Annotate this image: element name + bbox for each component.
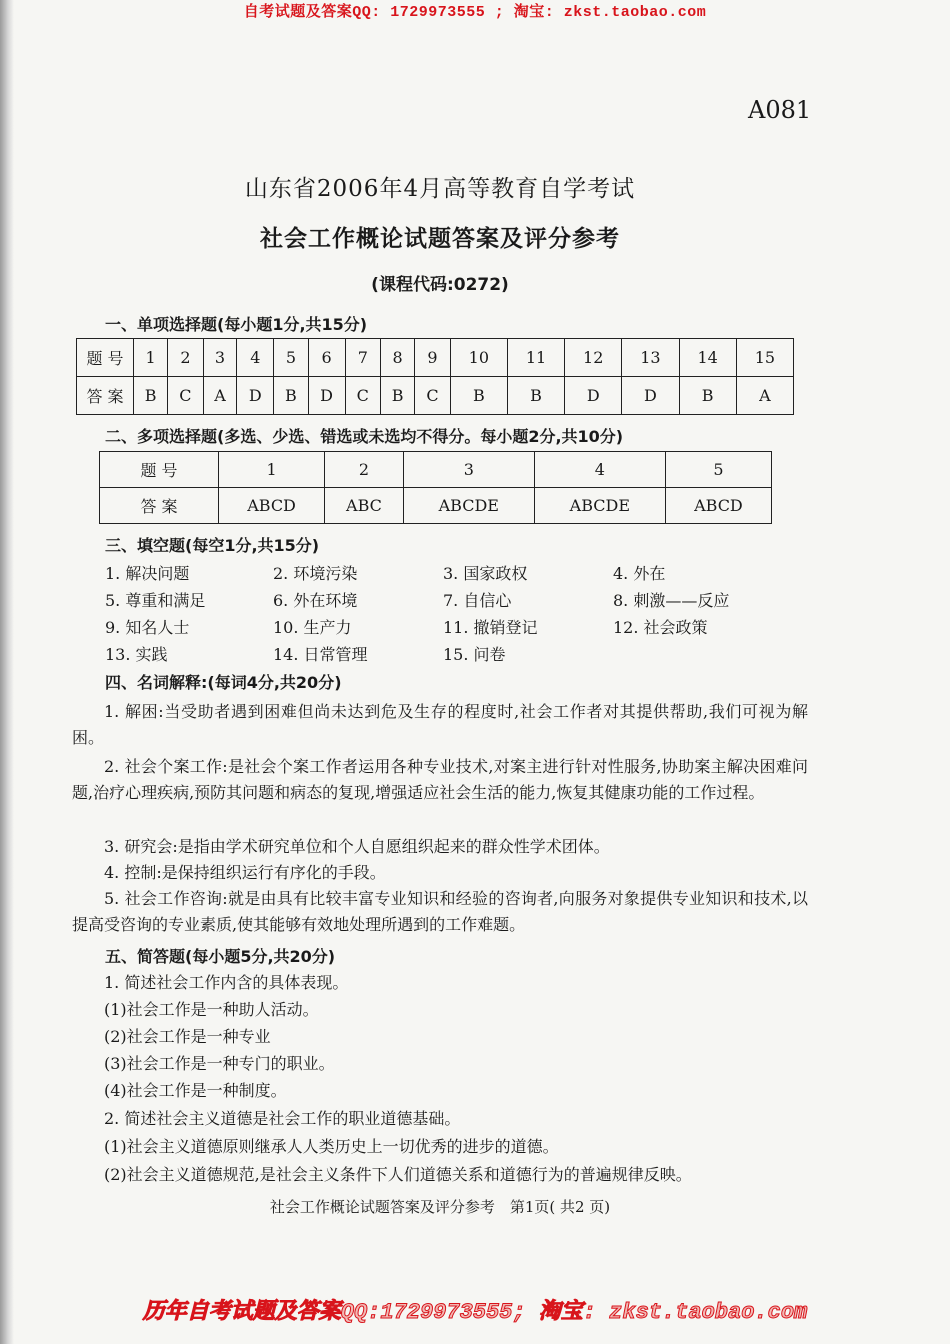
answer-line: (2)社会主义道德规范,是社会主义条件下人们道德关系和道德行为的普遍规律反映。 <box>104 1165 692 1184</box>
table-cell: 9 <box>415 339 450 377</box>
answer-row <box>100 488 772 524</box>
table-cell: C <box>168 377 203 415</box>
fill-item: 9. 知名人士 <box>105 618 190 637</box>
fill-item: 4. 外在 <box>613 564 666 583</box>
answer-line: 2. 简述社会主义道德是社会工作的职业道德基础。 <box>104 1109 461 1128</box>
table-cell: C <box>345 377 380 415</box>
table-cell: 8 <box>381 339 415 377</box>
answer-line: 1. 简述社会工作内含的具体表现。 <box>104 973 349 992</box>
table-cell: B <box>274 377 308 415</box>
fill-item: 14. 日常管理 <box>273 645 368 664</box>
row-label: 答 案 <box>77 377 134 415</box>
question-number-row <box>77 339 794 377</box>
table-cell: 3 <box>403 452 534 488</box>
table-cell: 1 <box>134 339 168 377</box>
table-cell: D <box>237 377 274 415</box>
table-cell: ABC <box>325 488 404 524</box>
table-cell: B <box>450 377 507 415</box>
row-label: 答 案 <box>100 488 219 524</box>
term-definition: 2. 社会个案工作:是社会个案工作者运用各种专业技术,对案主进行针对性服务,协助案主解决困难问题,治疗心理疾病,预防其问题和病态的复现,增强适应社会生活的能力,恢复其健康功能的工作过程。 <box>72 757 808 802</box>
row-label: 题 号 <box>77 339 134 377</box>
top-watermark-banner: 自考试题及答案QQ: 1729973555 ; 淘宝: zkst.taobao.com <box>243 4 707 21</box>
fill-item: 12. 社会政策 <box>613 618 708 637</box>
table-cell: 1 <box>219 452 325 488</box>
table-cell: B <box>679 377 736 415</box>
table-cell: ABCDE <box>534 488 665 524</box>
term-definition: 3. 研究会:是指由学术研究单位和个人自愿组织起来的群众性学术团体。 <box>104 837 610 856</box>
table-cell: 12 <box>565 339 622 377</box>
question-number-row <box>100 452 772 488</box>
table-cell: 11 <box>507 339 564 377</box>
section5-heading: 五、简答题(每小题5分,共20分) <box>105 947 336 966</box>
table-cell: 2 <box>168 339 203 377</box>
fill-item: 10. 生产力 <box>273 618 352 637</box>
table-cell: D <box>308 377 345 415</box>
table-cell: 3 <box>203 339 237 377</box>
paper-code: A081 <box>748 96 812 124</box>
table-cell: D <box>565 377 622 415</box>
table-cell: 4 <box>534 452 665 488</box>
table-cell: B <box>134 377 168 415</box>
table-cell: 15 <box>736 339 793 377</box>
exam-title: 山东省2006年4月高等教育自学考试 <box>244 176 636 202</box>
single-choice-table <box>76 338 794 415</box>
table-cell: A <box>736 377 793 415</box>
course-code: (课程代码:0272) <box>371 275 509 295</box>
fill-item: 3. 国家政权 <box>443 564 528 583</box>
fill-item: 8. 刺激——反应 <box>613 591 730 610</box>
table-cell: 6 <box>308 339 345 377</box>
table-cell: 10 <box>450 339 507 377</box>
table-cell: 14 <box>679 339 736 377</box>
table-cell: 5 <box>665 452 771 488</box>
term-definition: 1. 解困:当受助者遇到困难但尚未达到危及生存的程度时,社会工作者对其提供帮助,我们可视为解困。 <box>72 702 808 747</box>
section4-heading: 四、名词解释:(每词4分,共20分) <box>105 673 342 692</box>
answer-line: (1)社会主义道德原则继承人人类历史上一切优秀的进步的道德。 <box>104 1137 559 1156</box>
fill-item: 11. 撤销登记 <box>443 618 538 637</box>
row-label: 题 号 <box>100 452 219 488</box>
table-cell: B <box>381 377 415 415</box>
fill-item: 7. 自信心 <box>443 591 512 610</box>
fill-item: 1. 解决问题 <box>105 564 190 583</box>
multiple-choice-table <box>99 451 772 524</box>
term-definition: 5. 社会工作咨询:就是由具有比较丰富专业知识和经验的咨询者,向服务对象提供专业知识和技术,以提高受咨询的专业素质,使其能够有效地处理所遇到的工作难题。 <box>72 889 808 934</box>
section2-heading: 二、多项选择题(多选、少选、错选或未选均不得分。每小题2分,共10分) <box>105 427 624 446</box>
bottom-watermark-banner: 历年自考试题及答案QQ:1729973555; 淘宝: zkst.taobao.com <box>142 1300 808 1325</box>
table-cell: 13 <box>622 339 679 377</box>
fill-item: 13. 实践 <box>105 645 168 664</box>
table-cell: D <box>622 377 679 415</box>
table-cell: C <box>415 377 450 415</box>
fill-item: 5. 尊重和满足 <box>105 591 206 610</box>
document-title: 社会工作概论试题答案及评分参考 <box>260 226 620 252</box>
table-cell: B <box>507 377 564 415</box>
fill-item: 15. 问卷 <box>443 645 506 664</box>
table-cell: A <box>203 377 237 415</box>
answer-line: (2)社会工作是一种专业 <box>104 1027 271 1046</box>
table-cell: 7 <box>345 339 380 377</box>
answer-line: (1)社会工作是一种助人活动。 <box>104 1000 319 1019</box>
table-cell: 2 <box>325 452 404 488</box>
table-cell: 4 <box>237 339 274 377</box>
section1-heading: 一、单项选择题(每小题1分,共15分) <box>105 315 368 334</box>
table-cell: ABCD <box>665 488 771 524</box>
section3-heading: 三、填空题(每空1分,共15分) <box>105 536 320 555</box>
table-cell: 5 <box>274 339 308 377</box>
table-cell: ABCDE <box>403 488 534 524</box>
answer-line: (4)社会工作是一种制度。 <box>104 1081 287 1100</box>
term-definition: 4. 控制:是保持组织运行有序化的手段。 <box>104 863 386 882</box>
page-footer: 社会工作概论试题答案及评分参考 第1页( 共2 页) <box>269 1198 611 1216</box>
fill-item: 6. 外在环境 <box>273 591 358 610</box>
answer-row <box>77 377 794 415</box>
table-cell: ABCD <box>219 488 325 524</box>
answer-line: (3)社会工作是一种专门的职业。 <box>104 1054 335 1073</box>
fill-item: 2. 环境污染 <box>273 564 358 583</box>
